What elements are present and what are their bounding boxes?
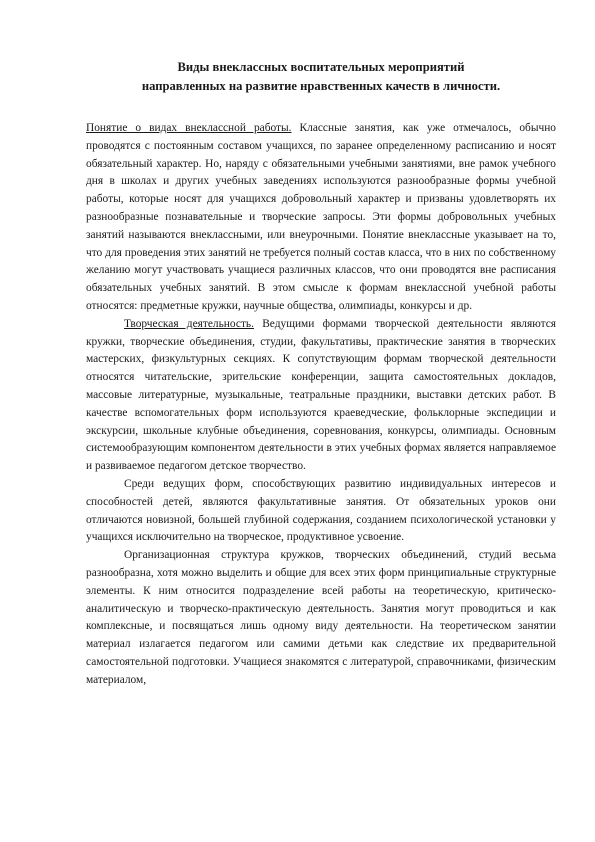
- paragraph-2-heading: Творческая деятельность.: [124, 317, 254, 330]
- document-title: [86, 58, 556, 96]
- paragraph-1-text: Классные занятия, как уже отмечалось, обычно проводятся с постоянным составом учащихся, по заранее определенному расписанию и носят обязательный характер. Но, наряду с обязательными учебными занятиями, вне рамок учебного дня в школах и других учебных заведениях используются разнообразные формы учебной работы, которые носят для учащихся добровольный характер и призваны удовлетворять их разнообразные познавательные и творческие запросы. Эти формы добровольных учебных занятий называются внеклассными, или внеурочными. Понятие внеклассные указывает на то, что для проведения этих занятий не требуется полный состав класса, что в них по собственному желанию могут участвовать учащиеся различных классов, что они проводятся вне расписания обязательных учебных занятий. В этом смысле к формам внеклассной учебной работы относятся: предметные кружки, научные общества, олимпиады, конкурсы и др.: [86, 122, 556, 312]
- title-line-2: направленных на развитие нравственных качеств в личности.: [141, 79, 501, 93]
- paragraph-2-text: Ведущими формами творческой деятельности являются кружки, творческие объединения, студии, факультативы, практические занятия в творческих мастерских, физкультурных секциях. К сопутствующим формам творческой деятельности относятся читательские, зрительские конференции, защита самостоятельных докладов, массовые литературные, музыкальные, театральные праздники, выставки детских работ. В качестве вспомогательных форм используются краеведческие, фольклорные экспедиции и экскурсии, школьные клубные объединения, соревнования, конкурсы, олимпиады. Основным системообразующим компонентом деятельности в этих учебных формах является направляемое и развиваемое педагогом детское творчество.: [86, 317, 556, 473]
- paragraph-3: Среди ведущих форм, способствующих развитию индивидуальных интересов и способностей детей, являются факультативные занятия. От обязательных уроков они отличаются новизной, большей глубиной содержания, созданием психологической установки у учащихся исключительно на творческое, продуктивное усвоение.: [86, 477, 556, 544]
- title-line-1: Виды внеклассных воспитательных мероприятий: [177, 60, 465, 74]
- paragraph-4: Организационная структура кружков, творческих объединений, студий весьма разнообразна, хотя можно выделить и общие для всех этих форм принципиальные структурные элементы. К ним относится подразделение всей работы на теоретическую, критическо-аналитическую и творческо-практическую деятельность. Занятия могут проводиться и как комплексные, и посвящаться лишь одному виду деятельности. На теоретическом занятии материал излагается педагогом или самими детьми как следствие их предварительной самостоятельной подготовки. Учащиеся знакомятся с литературой, справочниками, физическим материалом,: [86, 549, 556, 686]
- paragraph-2: [86, 316, 556, 476]
- paragraph-1-heading: Понятие о видах внеклассной работы.: [86, 122, 292, 134]
- document-page: [86, 58, 556, 690]
- paragraph-1: [86, 120, 556, 316]
